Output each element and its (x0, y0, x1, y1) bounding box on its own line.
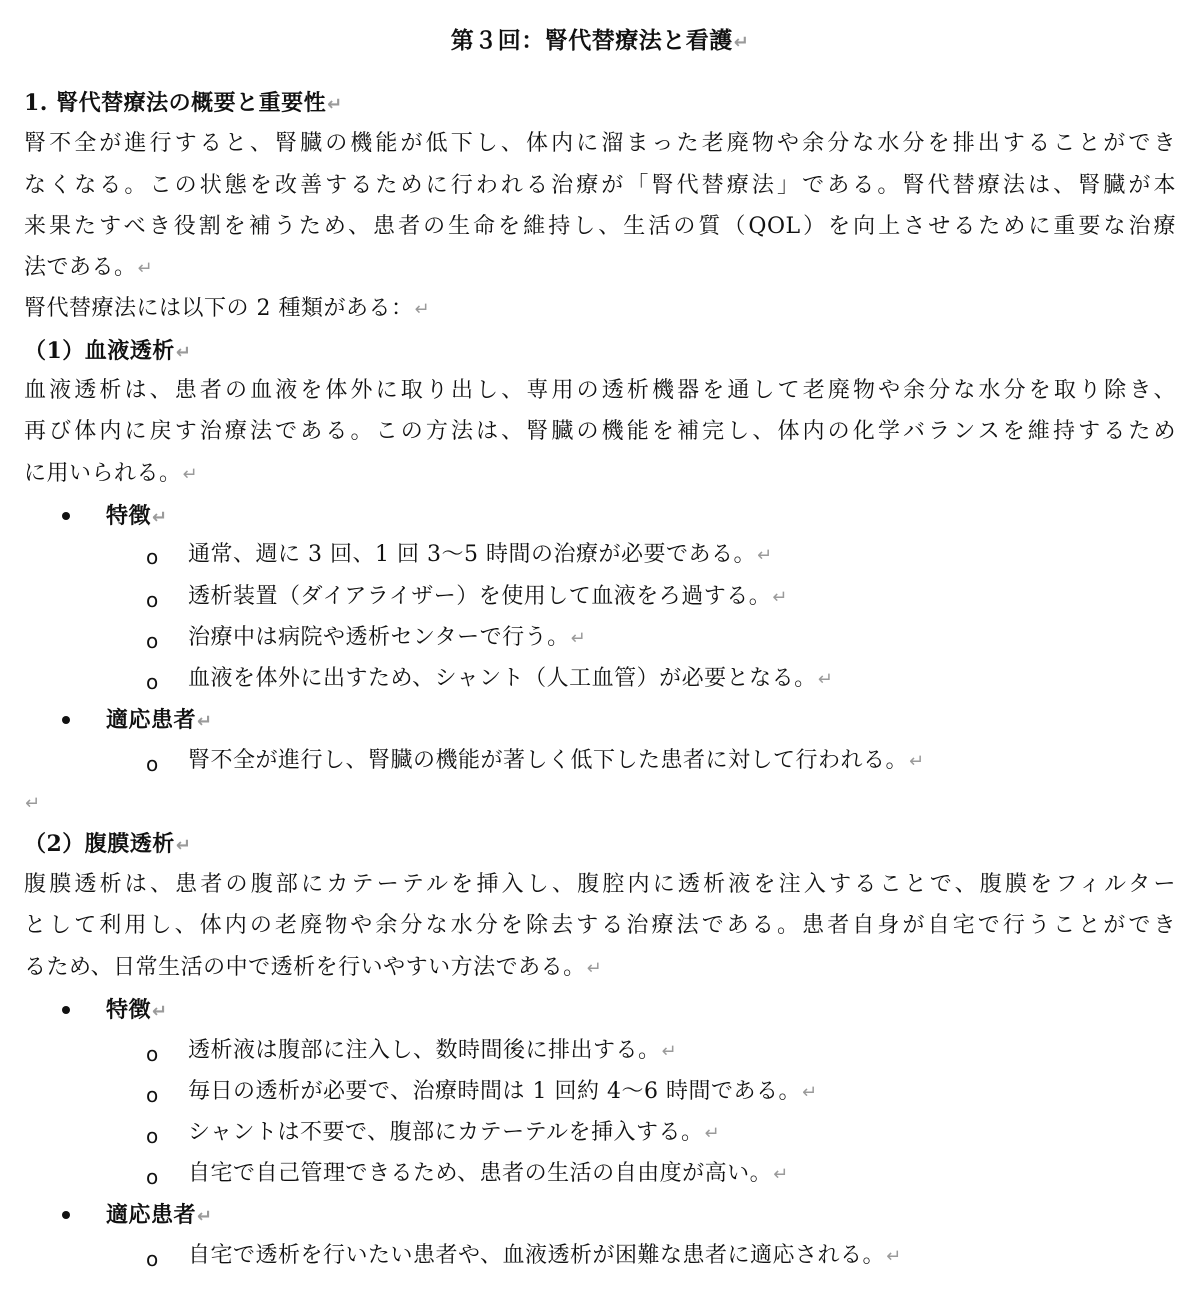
list-item: 治療中は病院や透析センターで行う。↵ (188, 625, 587, 650)
list-item: シャントは不要で、腹部にカテーテルを挿入する。↵ (188, 1120, 721, 1145)
paragraph-line: 腎不全が進行すると、腎臓の機能が低下し、体内に溜まった老廃物や余分な水分を排出することができ (24, 131, 1176, 156)
subsection-heading: （2）腹膜透析↵ (24, 831, 192, 857)
paragraph-line: 来果たすべき役割を補うため、患者の生命を維持し、生活の質（QOL）を向上させるために重要な治療 (24, 214, 1176, 239)
sub-bullet-icon: o (146, 588, 159, 612)
list-label-features: 特徴↵ (106, 503, 168, 529)
list-label-features: 特徴↵ (106, 997, 168, 1023)
empty-paragraph: ↵ (25, 793, 41, 814)
list-item: 血液を体外に出すため、シャント（人工血管）が必要となる。↵ (188, 666, 834, 691)
paragraph-line: に用いられる。↵ (24, 461, 199, 486)
sub-bullet-icon: o (146, 545, 159, 569)
paragraph-line: なくなる。この状態を改善するために行われる治療が「腎代替療法」である。腎代替療法は、腎臓が本 (24, 173, 1176, 198)
sub-bullet-icon: o (146, 1083, 159, 1107)
bullet-icon (62, 706, 76, 734)
section-heading: 1. 腎代替療法の概要と重要性↵ (24, 90, 343, 116)
list-item: 自宅で透析を行いたい患者や、血液透析が困難な患者に適応される。↵ (188, 1243, 902, 1268)
sub-bullet-icon: o (146, 752, 159, 776)
sub-bullet-icon: o (146, 1042, 159, 1066)
paragraph-line: 腹膜透析は、患者の腹部にカテーテルを挿入し、腹腔内に透析液を注入することで、腹膜をフィルター (24, 872, 1176, 897)
paragraph-intro: 腎代替療法には以下の 2 種類がある：↵ (24, 296, 431, 321)
list-item: 通常、週に 3 回、1 回 3〜5 時間の治療が必要である。↵ (188, 542, 773, 567)
list-item: 自宅で自己管理できるため、患者の生活の自由度が高い。↵ (188, 1161, 789, 1186)
list-item: 毎日の透析が必要で、治療時間は 1 回約 4〜6 時間である。↵ (188, 1079, 818, 1104)
sub-bullet-icon: o (146, 1247, 159, 1271)
list-label-patients: 適応患者↵ (106, 1202, 213, 1228)
sub-bullet-icon: o (146, 629, 159, 653)
paragraph-line: として利用し、体内の老廃物や余分な水分を除去する治療法である。患者自身が自宅で行うことができ (24, 913, 1176, 938)
subsection-heading: （1）血液透析↵ (24, 338, 192, 364)
bullet-icon (62, 996, 76, 1024)
sub-bullet-icon: o (146, 1165, 159, 1189)
document-title: 第３回：腎代替療法と看護↵ (450, 27, 750, 54)
bullet-icon (62, 502, 76, 530)
list-label-patients: 適応患者↵ (106, 707, 213, 733)
list-item: 腎不全が進行し、腎臓の機能が著しく低下した患者に対して行われる。↵ (188, 748, 925, 773)
paragraph-line: 血液透析は、患者の血液を体外に取り出し、専用の透析機器を通して老廃物や余分な水分を取り除き、 (24, 378, 1176, 403)
sub-bullet-icon: o (146, 670, 159, 694)
paragraph-line: 法である。↵ (24, 255, 154, 280)
bullet-icon (62, 1201, 76, 1229)
list-item: 透析液は腹部に注入し、数時間後に排出する。↵ (188, 1038, 678, 1063)
paragraph-line: るため、日常生活の中で透析を行いやすい方法である。↵ (24, 955, 603, 980)
list-item: 透析装置（ダイアライザー）を使用して血液をろ過する。↵ (188, 584, 788, 609)
paragraph-line: 再び体内に戻す治療法である。この方法は、腎臓の機能を補完し、体内の化学バランスを維持するため (24, 419, 1176, 444)
sub-bullet-icon: o (146, 1124, 159, 1148)
